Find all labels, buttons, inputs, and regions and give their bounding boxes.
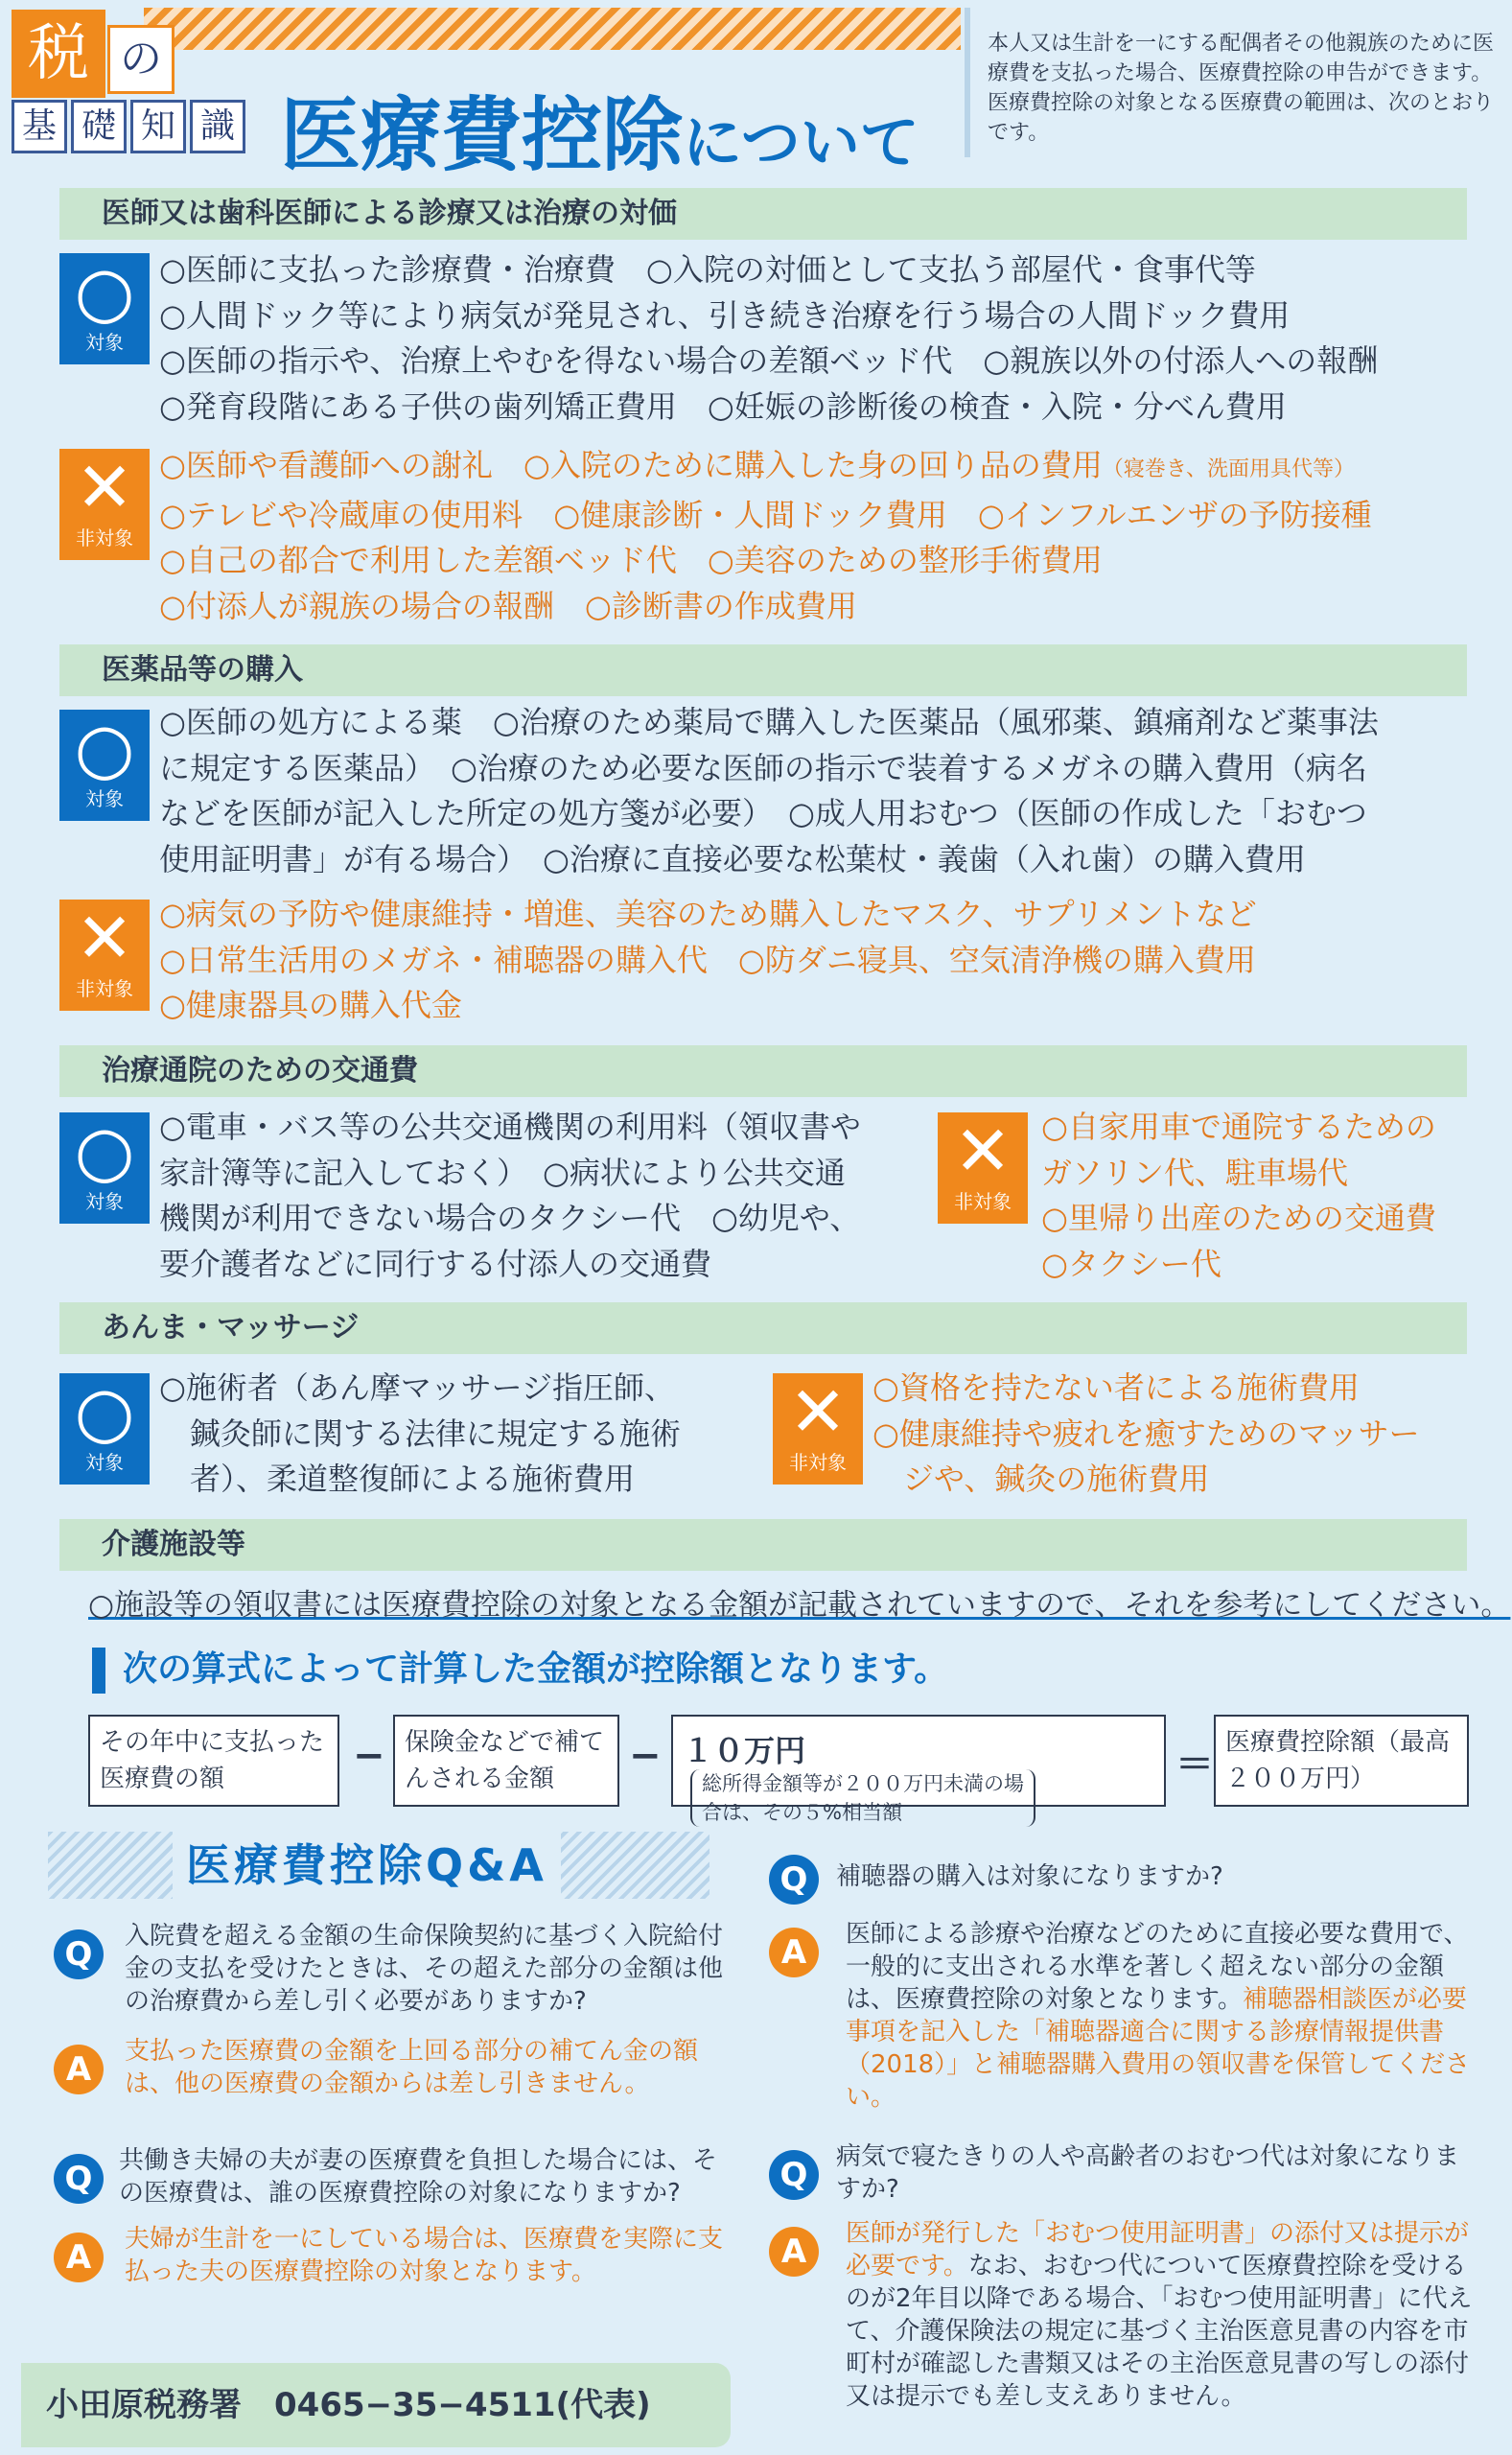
list-item: ○自家用車で通院するための xyxy=(1041,1109,1436,1145)
list-item: ○タクシー代 xyxy=(1041,1245,1221,1282)
list-item: 機関が利用できない場合のタクシー代 ○幼児や、 xyxy=(159,1200,861,1236)
answer-icon: A xyxy=(769,1928,819,1977)
ok-badge xyxy=(59,1112,150,1224)
ng-badge xyxy=(938,1112,1028,1224)
section-title-transport: 治療通院のための交通費 xyxy=(59,1045,1467,1097)
circle-icon: ○ xyxy=(74,1111,135,1191)
list-item: ガソリン代、駐車場代 xyxy=(1041,1154,1349,1191)
cross-icon: ✕ xyxy=(75,898,134,978)
list-item: ○人間ドック等により病気が発見され、引き続き治療を行う場合の人間ドック費用 xyxy=(159,296,1291,334)
massage-ok-list xyxy=(159,1366,681,1503)
qa-answer-1: 支払った医療費の金額を上回る部分の補てん金の額は、他の医療費の金額からは差し引きません。 xyxy=(125,2037,699,2098)
header-stripe xyxy=(144,8,961,50)
list-item: ○医師に支払った診療費・治療費 ○入院の対価として支払う部屋代・食事代等 xyxy=(159,251,1256,288)
list-item: 鍼灸師に関する法律に規定する施術 xyxy=(159,1415,682,1452)
answer-icon: A xyxy=(769,2227,819,2277)
ok-badge-label: 対象 xyxy=(85,1190,124,1213)
treatment-ng-list xyxy=(159,443,1372,629)
formula-threshold-note: 総所得金額等が２００万円未満の場合は、その５%相当額 xyxy=(690,1769,1035,1827)
formula-result: 医療費控除額（最高２００万円） xyxy=(1214,1715,1469,1807)
list-item: ○健康維持や疲れを癒すためのマッサー xyxy=(872,1415,1420,1452)
cross-icon: ✕ xyxy=(75,447,134,527)
massage-ng-list xyxy=(872,1366,1420,1503)
question-icon: Q xyxy=(769,2150,819,2200)
medicine-ok-list xyxy=(159,700,1379,882)
formula-threshold-main: １０万円 xyxy=(683,1732,806,1769)
ok-badge-label: 対象 xyxy=(85,331,124,354)
formula-insurance-amount: 保険金などで補てんされる金額 xyxy=(393,1715,619,1807)
answer-icon: A xyxy=(54,2045,104,2094)
header-divider xyxy=(965,8,970,157)
medicine-ng-list xyxy=(159,892,1257,1029)
ng-badge-label: 非対象 xyxy=(76,526,133,549)
header-kiso-char: 基 xyxy=(12,100,67,153)
cross-icon: ✕ xyxy=(788,1371,848,1452)
treatment-ok-list xyxy=(159,247,1378,430)
qa-question-4: 病気で寝たきりの人や高齢者のおむつ代は対象になりますか? xyxy=(836,2142,1460,2204)
qa-title-banner xyxy=(48,1832,709,1899)
ng-badge-label: 非対象 xyxy=(954,1190,1012,1213)
section-title-treatment: 医師又は歯科医師による診療又は治療の対価 xyxy=(59,188,1467,240)
list-item: に規定する医薬品） ○治療のため必要な医師の指示で装着するメガネの購入費用（病名 xyxy=(159,749,1367,786)
ok-badge xyxy=(59,710,150,821)
list-item: 者）、柔道整復師による施術費用 xyxy=(159,1461,636,1497)
ok-badge xyxy=(59,1373,150,1485)
list-item: ○日常生活用のメガネ・補聴器の購入代 ○防ダニ寝具、空気清浄機の購入費用 xyxy=(159,941,1256,978)
qa-answer-3 xyxy=(846,1918,1475,2114)
page-title-sub: について xyxy=(683,107,919,177)
question-icon: Q xyxy=(54,2154,104,2204)
list-item: ○付添人が親族の場合の報酬 ○診断書の作成費用 xyxy=(159,587,857,624)
list-item: ○医師の処方による薬 ○治療のため薬局で購入した医薬品（風邪薬、鎮痛剤など薬事法 xyxy=(159,704,1379,740)
care-facility-text: ○施設等の領収書には医療費控除の対象となる金額が記載されていますので、それを参考にしてください。 xyxy=(88,1588,1511,1623)
minus-symbol: − xyxy=(629,1734,662,1778)
list-item: 使用証明書」が有る場合） ○治療に直接必要な松葉杖・義歯（入れ歯）の購入費用 xyxy=(159,840,1306,877)
ng-badge xyxy=(59,900,150,1011)
list-item: ○電車・バス等の公共交通機関の利用料（領収書や xyxy=(159,1109,861,1145)
circle-icon: ○ xyxy=(74,251,135,332)
list-item xyxy=(159,443,1372,493)
question-icon: Q xyxy=(769,1855,819,1905)
list-item: ○テレビや冷蔵庫の使用料 ○健康診断・人間ドック費用 ○インフルエンザの予防接種 xyxy=(159,496,1372,533)
header-kiso-char: 識 xyxy=(190,100,245,153)
qa-answer-3-general: 医師による診療や治療などのために直接必要な費用で、一般的に支出される水準を著しく超えない部分の金額は、医療費控除の対象となります。 xyxy=(846,1920,1469,2014)
qa-answer-4 xyxy=(846,2217,1488,2413)
list-item: ○発育段階にある子供の歯列矯正費用 ○妊娠の診断後の検査・入院・分べん費用 xyxy=(159,387,1287,425)
formula-heading: 次の算式によって計算した金額が控除額となります。 xyxy=(92,1648,948,1694)
header-kiso-char: 知 xyxy=(130,100,186,153)
ok-badge-label: 対象 xyxy=(85,1451,124,1474)
equals-symbol: ＝ xyxy=(1175,1742,1214,1787)
qa-answer-2: 夫婦が生計を一にしている場合は、医療費を実際に支払った夫の医療費控除の対象となります。 xyxy=(125,2225,724,2286)
cross-icon: ✕ xyxy=(953,1111,1012,1191)
list-item: ○健康器具の購入代金 xyxy=(159,987,462,1023)
qa-title: 医療費控除Q&A xyxy=(173,1832,561,1899)
header-kiso-char: 礎 xyxy=(71,100,127,153)
formula-paid-amount: その年中に支払った医療費の額 xyxy=(88,1715,339,1807)
ok-badge xyxy=(59,253,150,364)
list-item-text: ○医師や看護師への謝礼 ○入院のために購入した身の回り品の費用 xyxy=(159,447,1103,483)
ng-badge-label: 非対象 xyxy=(76,977,133,1000)
footer-contact xyxy=(21,2363,731,2447)
qa-answer-3-note: 補聴器相談医が必要事項を記入した「補聴器適合に関する診療情報提供書（2018）」と補聴器購入費用の領収書を保管してください。 xyxy=(846,1985,1471,2112)
section-title-massage: あんま・マッサージ xyxy=(59,1302,1467,1354)
ng-badge xyxy=(59,449,150,560)
header-intro: 本人又は生計を一にする配偶者その他親族のために医療費を支払った場合、医療費控除の申告ができます。医療費控除の対象となる医療費の範囲は、次のとおりです。 xyxy=(988,32,1495,145)
header-no-block: の xyxy=(107,25,174,94)
list-item: などを医師が記入した所定の処方箋が必要） ○成人用おむつ（医師の作成した「おむつ xyxy=(159,795,1367,831)
list-item: ○自己の都合で利用した差額ベッド代 ○美容のための整形手術費用 xyxy=(159,542,1103,578)
ng-badge-label: 非対象 xyxy=(789,1451,847,1474)
qa-answer-4-note: 医師が発行した「おむつ使用証明書」の添付又は提示が必要です。 xyxy=(846,2219,1470,2280)
transport-ng-list xyxy=(1041,1105,1436,1287)
qa-question-2: 共働き夫婦の夫が妻の医療費を負担した場合には、その医療費は、誰の医療費控除の対象になりますか? xyxy=(119,2146,718,2208)
list-item: ○資格を持たない者による施術費用 xyxy=(872,1369,1360,1406)
list-item: ○医師の指示や、治療上やむを得ない場合の差額ベッド代 ○親族以外の付添人への報酬 xyxy=(159,342,1379,379)
section-title-medicine: 医薬品等の購入 xyxy=(59,644,1467,696)
ng-badge xyxy=(773,1373,863,1485)
formula-threshold xyxy=(671,1715,1166,1824)
qa-question-1: 入院費を超える金額の生命保険契約に基づく入院給付金の支払を受けたときは、その超えた部分の金額は他の治療費から差し引く必要がありますか? xyxy=(125,1922,724,2016)
list-item: ○病気の予防や健康維持・増進、美容のため購入したマスク、サプリメントなど xyxy=(159,896,1257,932)
ok-badge-label: 対象 xyxy=(85,787,124,810)
list-item: ジや、鍼灸の施術費用 xyxy=(872,1461,1210,1497)
tax-office-phone: 0465−35−4511(代表) xyxy=(274,2386,651,2424)
minus-symbol: − xyxy=(353,1734,385,1778)
list-item: ○里帰り出産のための交通費 xyxy=(1041,1200,1436,1236)
header-zei-block: 税 xyxy=(12,10,105,98)
list-item: ○施術者（あん摩マッサージ指圧師、 xyxy=(159,1369,676,1406)
page-title xyxy=(280,71,919,182)
transport-ok-list xyxy=(159,1105,861,1287)
page-title-main: 医療費控除 xyxy=(280,88,684,182)
header-kiso-blocks xyxy=(12,100,245,153)
list-item: 要介護者などに同行する付添人の交通費 xyxy=(159,1245,712,1282)
tax-office-name: 小田原税務署 xyxy=(46,2386,242,2424)
qa-answer-4-general: なお、おむつ代について医療費控除を受けるのが2年目以降である場合、「おむつ使用証明書」に代えて、介護保険法の規定に基づく主治医意見書の内容を市町村が確認した書類又はその主治医意見書の写しの添付又は提示でも差し支えありません。 xyxy=(846,2252,1473,2411)
question-icon: Q xyxy=(54,1929,104,1979)
circle-icon: ○ xyxy=(74,1371,135,1452)
circle-icon: ○ xyxy=(74,708,135,788)
list-item: 家計簿等に記入しておく） ○病状により公共交通 xyxy=(159,1154,846,1191)
qa-question-3: 補聴器の購入は対象になりますか? xyxy=(836,1862,1223,1891)
section-title-care-facility: 介護施設等 xyxy=(59,1519,1467,1571)
list-item-note: （寝巻き、洗面用具代等） xyxy=(1102,457,1355,481)
answer-icon: A xyxy=(54,2233,104,2282)
